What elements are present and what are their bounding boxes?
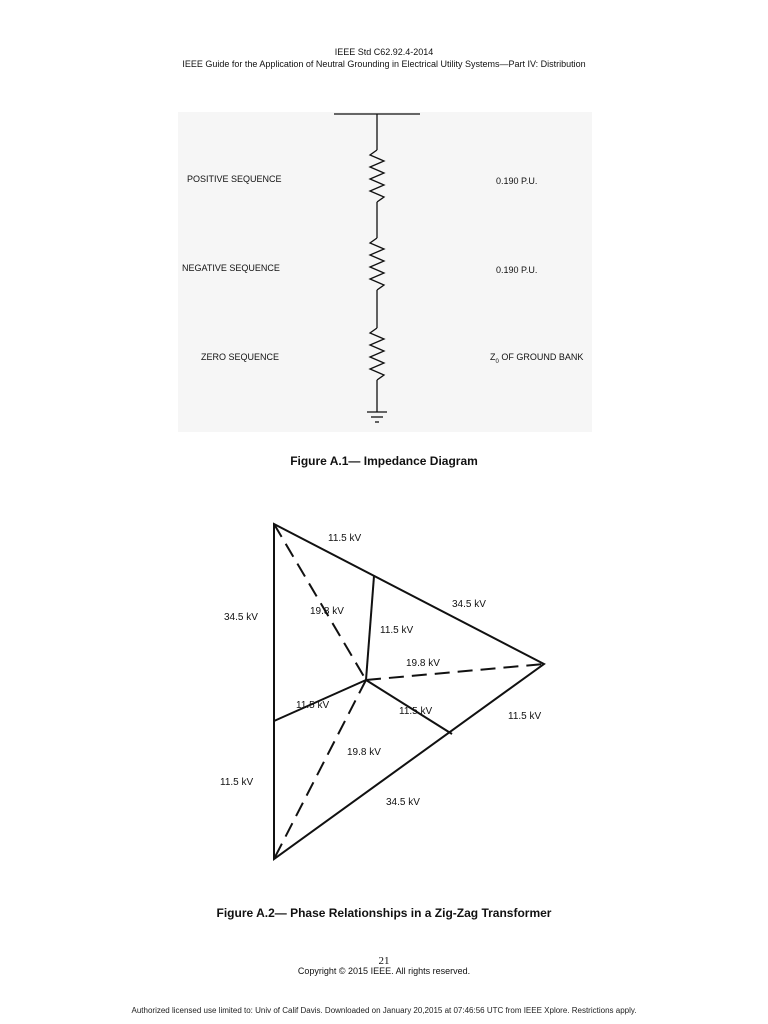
- label-bottom-outer: 34.5 kV: [386, 797, 420, 808]
- header-document-title: IEEE Guide for the Application of Neutral Grounding in Electrical Utility Systems—Part IV: Distribution: [182, 59, 586, 69]
- outer-triangle: [274, 524, 544, 859]
- header-standard-number: IEEE Std C62.92.4-2014: [334, 47, 434, 57]
- license-footer: Authorized licensed use limited to: Univ of Calif Davis. Downloaded on January 20,2015 at 07:46:56 UTC from IEEE Xplore. Restrictions apply.: [131, 1006, 637, 1015]
- positive-sequence-label: POSITIVE SEQUENCE: [187, 174, 282, 184]
- label-top-outer: 11.5 kV: [328, 533, 362, 544]
- figure-a2-caption: Figure A.2— Phase Relationships in a Zig-Zag Transformer: [216, 906, 552, 920]
- label-inner-19-8-lower: 19.8 kV: [347, 747, 381, 758]
- label-upper-right-outer: 34.5 kV: [452, 599, 486, 610]
- inner-solid-upper: [366, 576, 374, 680]
- zig-zag-phase-diagram: [0, 500, 768, 880]
- label-inner-11-5-lower: 11.5 kV: [399, 706, 433, 717]
- positive-sequence-resistor: [370, 150, 384, 202]
- dashed-to-right-vertex: [366, 664, 544, 680]
- impedance-diagram: [0, 0, 768, 440]
- zero-sequence-resistor: [370, 328, 384, 380]
- negative-sequence-value: 0.190 P.U.: [496, 265, 538, 275]
- figure-a1-caption: Figure A.1— Impedance Diagram: [290, 454, 478, 468]
- label-left-lower-outer: 11.5 kV: [220, 777, 254, 788]
- label-inner-11-5-upper: 11.5 kV: [380, 625, 414, 636]
- zero-sequence-value: $Z_0$ OF GROUND BANK: [490, 352, 584, 365]
- ground-symbol: [367, 412, 387, 422]
- positive-sequence-value: 0.190 P.U.: [496, 176, 538, 186]
- page-number: 21: [378, 955, 390, 967]
- label-inner-19-8-right: 19.8 kV: [406, 658, 440, 669]
- label-right-outer: 11.5 kV: [508, 711, 542, 722]
- negative-sequence-label: NEGATIVE SEQUENCE: [182, 263, 280, 273]
- label-inner-11-5-left: 11.5 kV: [296, 700, 330, 711]
- negative-sequence-resistor: [370, 238, 384, 290]
- copyright-notice: Copyright © 2015 IEEE. All rights reserved.: [297, 966, 471, 976]
- zero-sequence-label: ZERO SEQUENCE: [201, 352, 280, 362]
- label-inner-19-8-upper: 19.8 kV: [310, 606, 344, 617]
- label-left-upper-outer: 34.5 kV: [224, 612, 258, 623]
